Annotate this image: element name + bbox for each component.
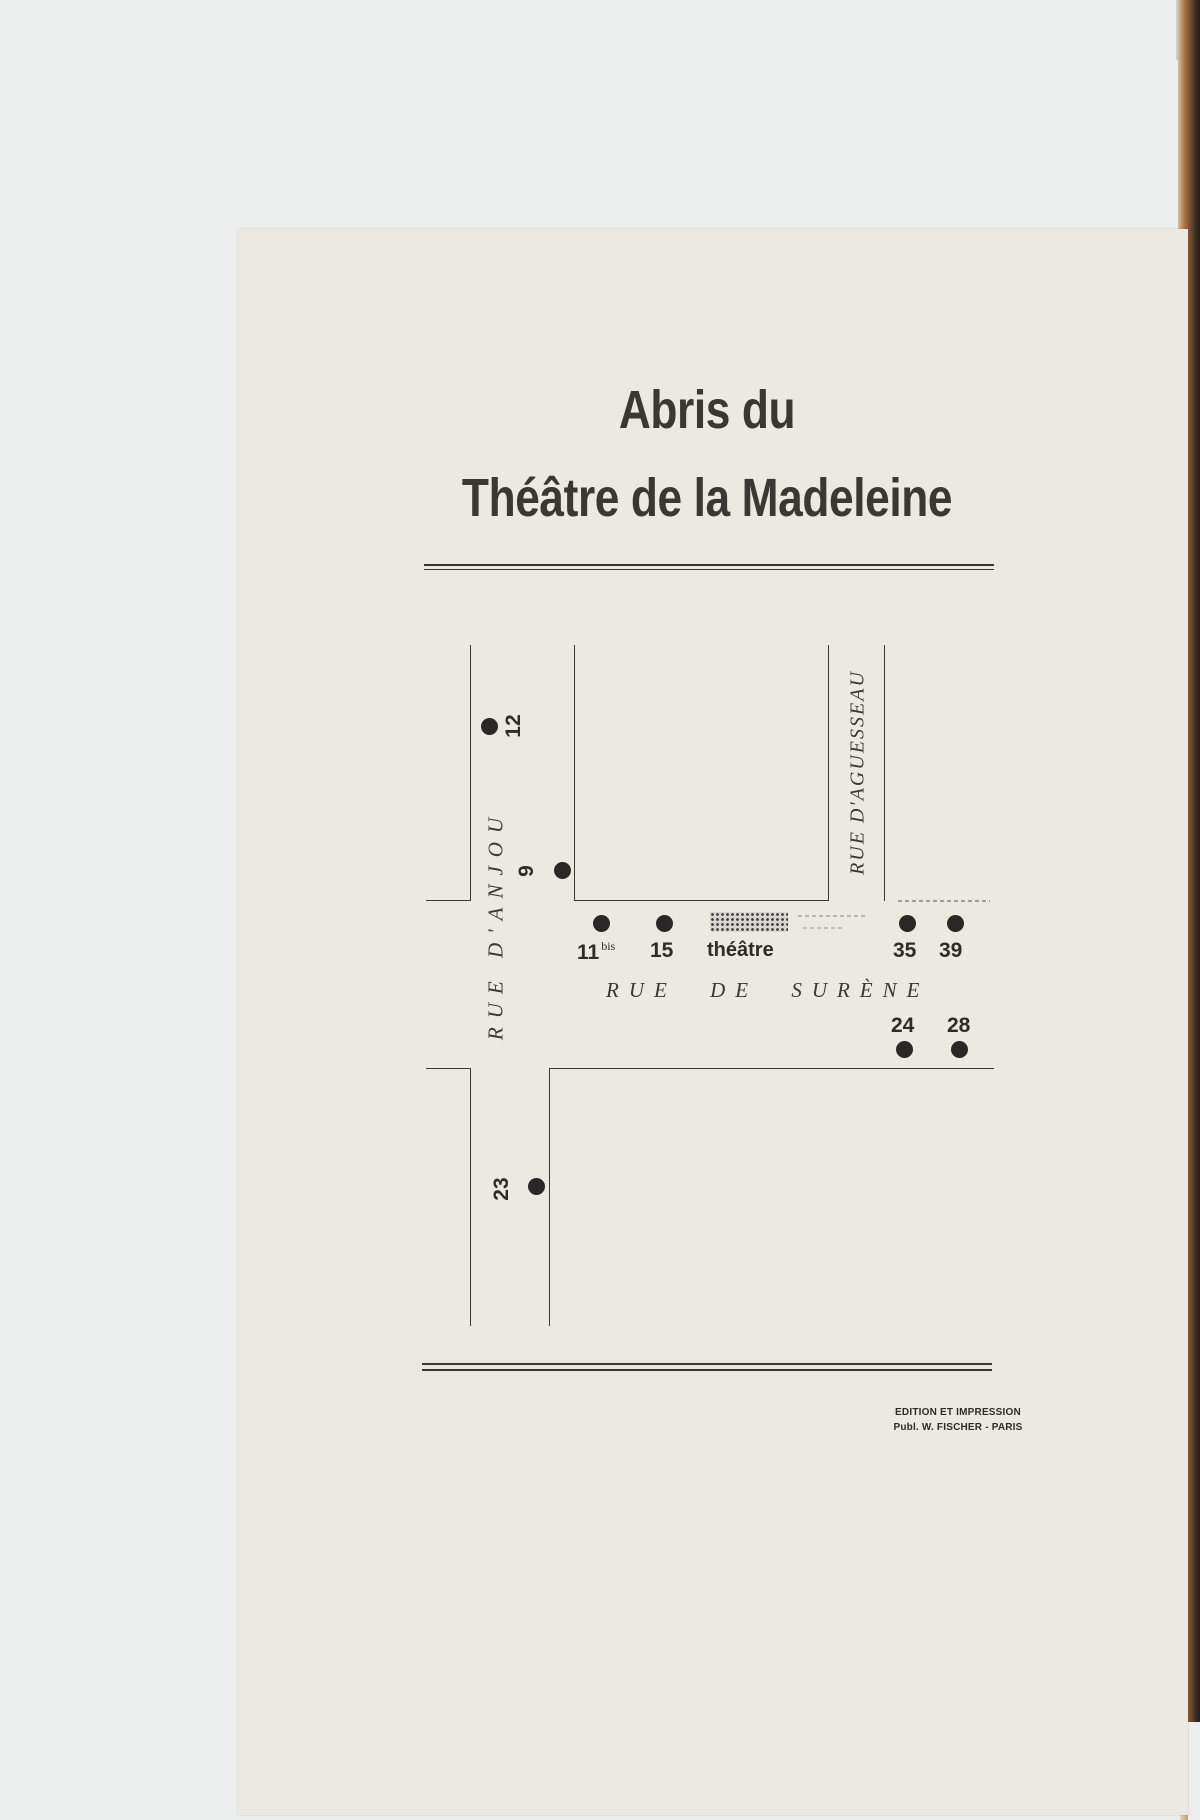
surene-north-edge [574,900,828,901]
shelter-marker-35 [899,915,916,932]
printer-imprint [888,1405,1028,1435]
shelter-number-35: 35 [893,939,917,962]
shelter-number-39: 39 [939,939,963,962]
shelter-marker-28 [951,1041,968,1058]
title-line-2: Théâtre de la Madeleine [461,468,953,528]
street-label-rue-de-surene: RUE DE SURÈNE [606,978,930,1002]
theatre-label: théâtre [707,939,774,961]
anjou-left-edge-upper [470,645,471,900]
printed-page [238,229,1188,1815]
surene-north-edge-east [898,900,990,902]
title-line-1: Abris du [618,380,796,440]
shelter-number-11bis [577,939,615,965]
shelter-marker-9 [554,862,571,879]
shelter-number-12: 12 [502,714,525,738]
print-smudge [798,915,868,917]
shelter-number-23: 23 [490,1177,513,1201]
print-smudge [803,927,843,929]
west-stub-top [426,900,471,901]
imprint-line-1: EDITION ET IMPRESSION [895,1407,1021,1418]
aguesseau-right-edge [884,645,885,901]
shelter-number-24: 24 [891,1014,915,1037]
bottom-rule-top [422,1363,992,1365]
aguesseau-left-edge [828,645,829,901]
street-label-rue-d-aguesseau: RUE D'AGUESSEAU [846,670,869,875]
theatre-building [710,912,788,932]
title-rule-bottom [424,569,994,570]
title-rule-top [424,564,994,566]
anjou-right-edge-lower [549,1068,550,1326]
shelter-number-28: 28 [947,1014,971,1037]
shelter-number-bis: bis [601,939,616,953]
anjou-left-edge-lower [470,1068,471,1326]
shelter-marker-12 [481,718,498,735]
street-label-rue-d-anjou: RUE D'ANJOU [483,808,508,1041]
surene-south-edge [549,1068,994,1069]
imprint-line-2: Publ. W. FISCHER - PARIS [893,1422,1023,1433]
shelter-marker-15 [656,915,673,932]
shelter-marker-24 [896,1041,913,1058]
shelter-number-15: 15 [650,939,674,962]
bottom-rule-bottom [422,1369,992,1371]
shelter-marker-11bis [593,915,610,932]
shelter-number-9: 9 [515,865,538,877]
shelter-number-11: 11 [577,941,600,964]
anjou-right-edge-upper [574,645,575,900]
shelter-marker-23 [528,1178,545,1195]
shelter-marker-39 [947,915,964,932]
west-stub-bottom [426,1068,471,1069]
